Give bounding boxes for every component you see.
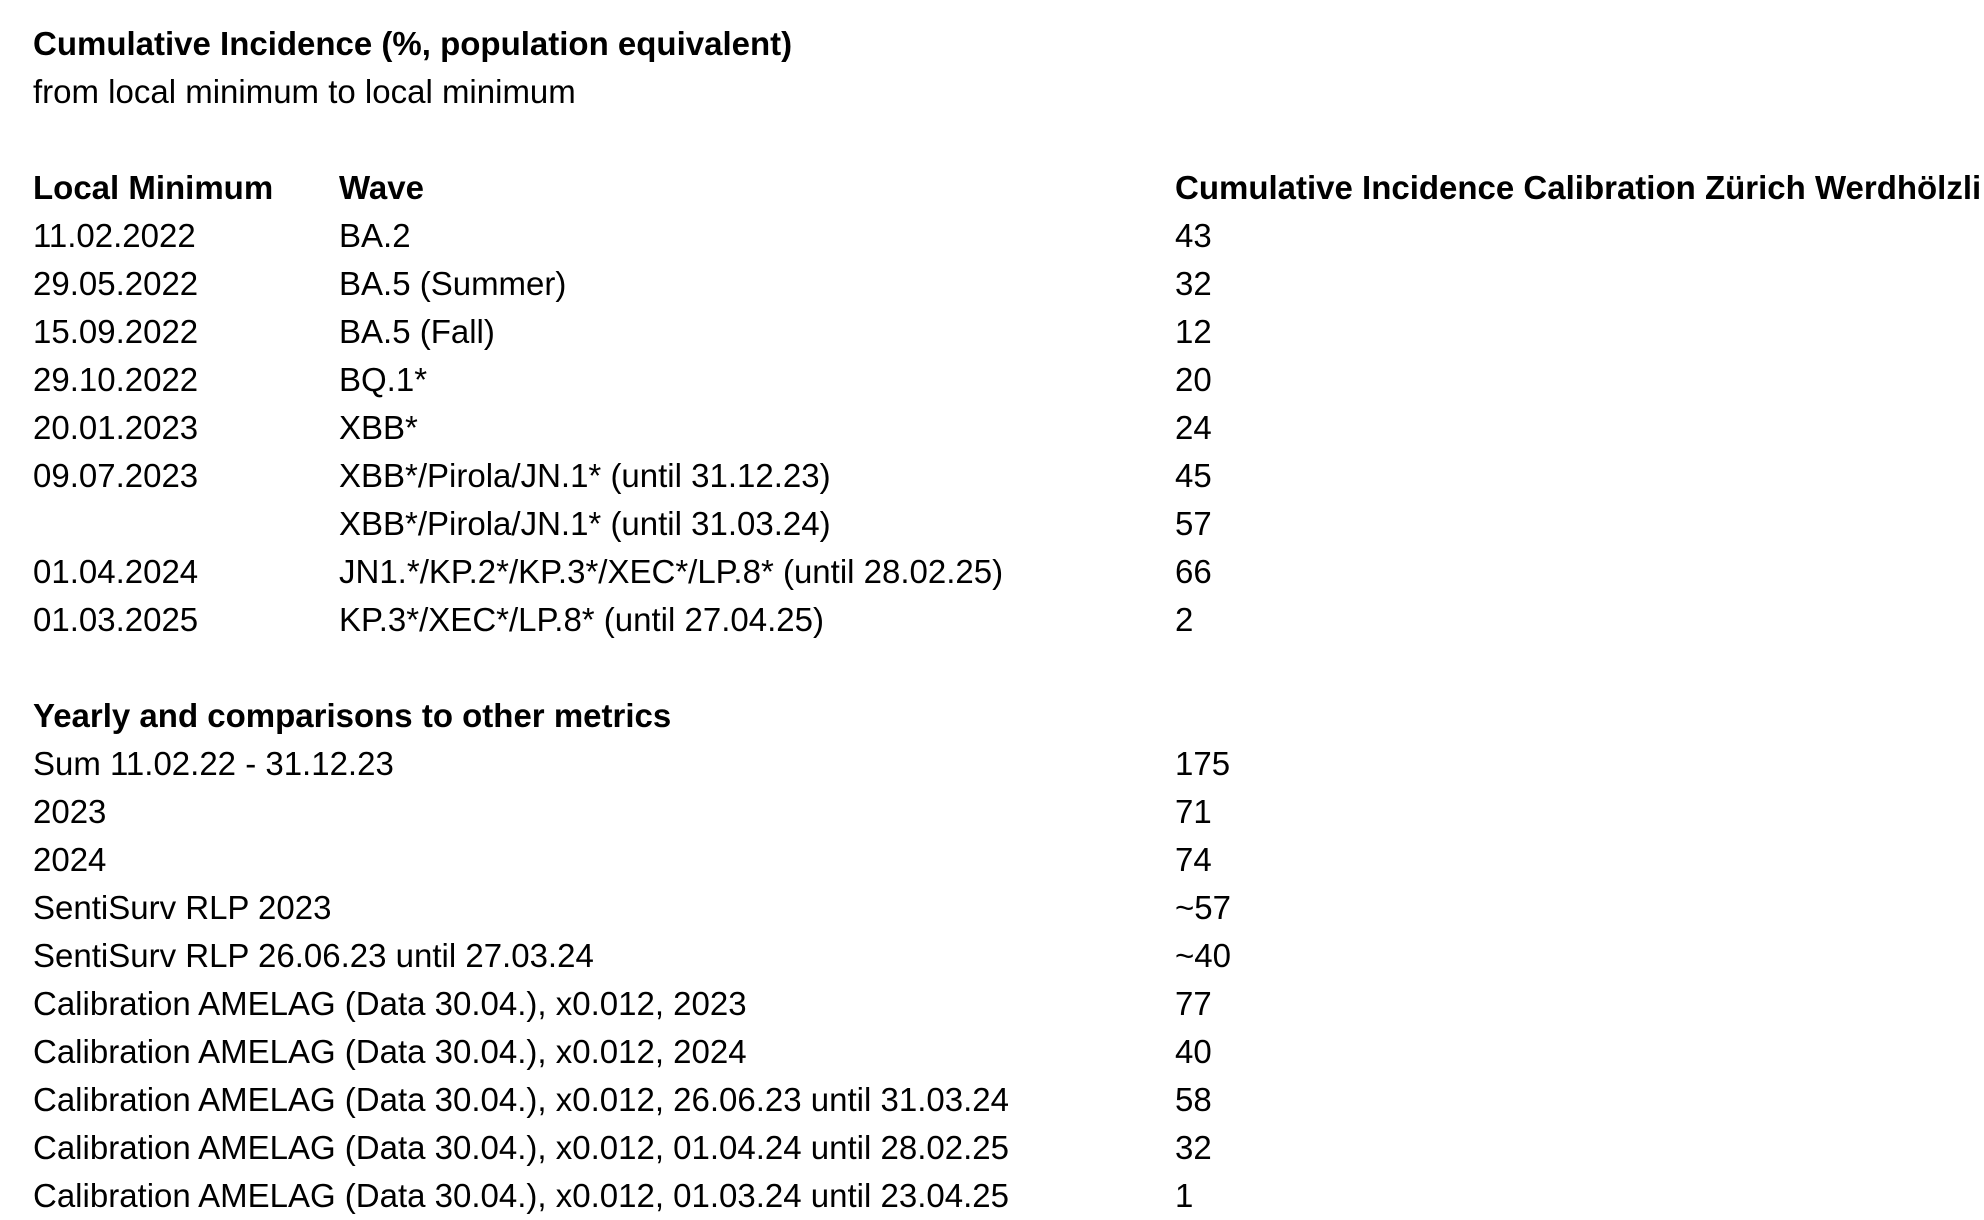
table-row [33, 548, 1973, 596]
header-wave: Wave [339, 169, 424, 206]
document-sheet [33, 20, 1982, 1220]
comparison-row [33, 1028, 1973, 1076]
comparison-label: 2023 [33, 793, 107, 830]
table-row [33, 500, 1973, 548]
comparison-label: Calibration AMELAG (Data 30.04.), x0.012, 01.03.24 until 23.04.25 [33, 1177, 1009, 1214]
wave-cell: XBB* [339, 409, 418, 446]
wave-cell: BQ.1* [339, 361, 428, 398]
value-cell: 24 [1175, 409, 1212, 446]
local-minimum-cell: 29.05.2022 [33, 265, 199, 302]
comparison-label: SentiSurv RLP 2023 [33, 889, 332, 926]
comparison-row [33, 932, 1973, 980]
comparison-row [33, 1172, 1973, 1220]
table-row [33, 404, 1973, 452]
table-row [33, 596, 1973, 644]
comparison-label: SentiSurv RLP 26.06.23 until 27.03.24 [33, 937, 594, 974]
table-row [33, 356, 1973, 404]
value-cell: 57 [1175, 505, 1212, 542]
document-title: Cumulative Incidence (%, population equivalent) [33, 25, 793, 62]
comparison-value: 58 [1175, 1081, 1212, 1118]
wave-cell: XBB*/Pirola/JN.1* (until 31.12.23) [339, 457, 831, 494]
comparison-row [33, 740, 1973, 788]
value-cell: 32 [1175, 265, 1212, 302]
comparison-row [33, 1076, 1973, 1124]
comparison-row [33, 884, 1973, 932]
spacer [33, 116, 1973, 164]
local-minimum-cell: 01.03.2025 [33, 601, 199, 638]
comparison-value: 40 [1175, 1033, 1212, 1070]
comparison-value: 1 [1175, 1177, 1194, 1214]
document-subtitle: from local minimum to local minimum [33, 73, 576, 110]
local-minimum-cell: 01.04.2024 [33, 553, 199, 590]
table-row [33, 260, 1973, 308]
comparison-value: 32 [1175, 1129, 1212, 1166]
wave-cell: JN1.*/KP.2*/KP.3*/XEC*/LP.8* (until 28.02.25) [339, 553, 1004, 590]
comparison-label: 2024 [33, 841, 107, 878]
wave-cell: KP.3*/XEC*/LP.8* (until 27.04.25) [339, 601, 824, 638]
comparison-label: Sum 11.02.22 - 31.12.23 [33, 745, 394, 782]
local-minimum-cell: 09.07.2023 [33, 457, 199, 494]
comparison-value: 175 [1175, 745, 1231, 782]
table-row [33, 308, 1973, 356]
comparison-value: ~40 [1175, 937, 1231, 974]
comparison-label: Calibration AMELAG (Data 30.04.), x0.012, 26.06.23 until 31.03.24 [33, 1081, 1009, 1118]
comparison-value: ~57 [1175, 889, 1231, 926]
spacer [33, 644, 1973, 692]
value-cell: 66 [1175, 553, 1212, 590]
wave-cell: BA.5 (Fall) [339, 313, 495, 350]
value-cell: 2 [1175, 601, 1194, 638]
local-minimum-cell: 15.09.2022 [33, 313, 199, 350]
table-row [33, 212, 1973, 260]
comparison-row [33, 1124, 1973, 1172]
local-minimum-cell: 20.01.2023 [33, 409, 199, 446]
table-row [33, 452, 1973, 500]
value-cell: 43 [1175, 217, 1212, 254]
local-minimum-cell: 11.02.2022 [33, 217, 196, 254]
waves-table-header [33, 164, 1982, 212]
comparison-label: Calibration AMELAG (Data 30.04.), x0.012, 2024 [33, 1033, 747, 1070]
value-cell: 20 [1175, 361, 1212, 398]
comparison-row [33, 836, 1973, 884]
wave-cell: BA.2 [339, 217, 411, 254]
comparison-value: 71 [1175, 793, 1212, 830]
comparison-value: 77 [1175, 985, 1212, 1022]
local-minimum-cell: 29.10.2022 [33, 361, 199, 398]
value-cell: 12 [1175, 313, 1212, 350]
header-cumulative-incidence: Cumulative Incidence Calibration Zürich Werdhölzli [1175, 169, 1982, 206]
comparison-row [33, 788, 1973, 836]
comparison-label: Calibration AMELAG (Data 30.04.), x0.012, 01.04.24 until 28.02.25 [33, 1129, 1009, 1166]
comparison-row [33, 980, 1973, 1028]
comparison-value: 74 [1175, 841, 1212, 878]
header-local-minimum: Local Minimum [33, 169, 274, 206]
wave-cell: BA.5 (Summer) [339, 265, 567, 302]
value-cell: 45 [1175, 457, 1212, 494]
wave-cell: XBB*/Pirola/JN.1* (until 31.03.24) [339, 505, 831, 542]
comparisons-section-title: Yearly and comparisons to other metrics [33, 697, 672, 734]
comparison-label: Calibration AMELAG (Data 30.04.), x0.012, 2023 [33, 985, 747, 1022]
